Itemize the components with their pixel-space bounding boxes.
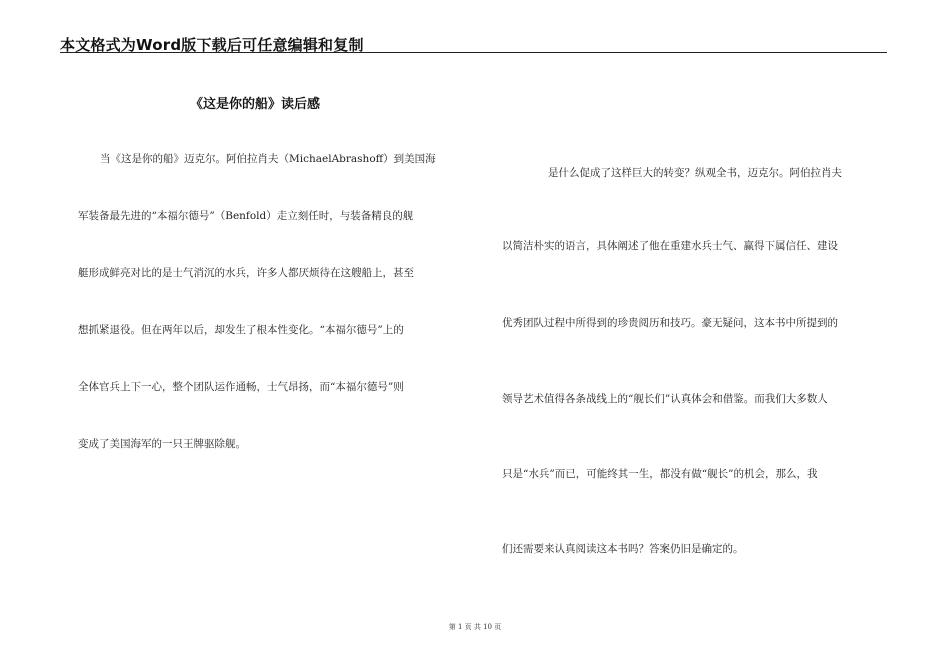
paragraph-line: 军装备最先进的“本福尔德号”（Benfold）走立刻任时，与装备精良的舰	[78, 210, 414, 222]
header-divider	[60, 52, 887, 53]
paragraph-line: 以简洁朴实的语言，具体阐述了他在重建水兵士气、赢得下属信任、建设	[502, 240, 838, 252]
page-header-banner: 本文格式为Word版下载后可任意编辑和复制	[60, 36, 364, 54]
paragraph-line: 艇形成鲜亮对比的是士气消沉的水兵，许多人都厌烦待在这艘船上，甚至	[78, 267, 414, 279]
paragraph-line: 当《这是你的船》迈克尔。阿伯拉肖夫（MichaelAbrashoff）到美国海	[100, 153, 436, 165]
paragraph-line: 想抓紧退役。但在两年以后，却发生了根本性变化。“本福尔德号”上的	[78, 324, 404, 336]
paragraph-line: 是什么促成了这样巨大的转变？纵观全书，迈克尔。阿伯拉肖夫	[548, 167, 842, 179]
paragraph-line: 领导艺术值得各条战线上的“舰长们”认真体会和借鉴。而我们大多数人	[502, 393, 828, 405]
document-title: 《这是你的船》读后感	[190, 97, 321, 112]
paragraph-line: 全体官兵上下一心，整个团队运作通畅，士气昂扬，而“本福尔德号”则	[78, 381, 404, 393]
paragraph-line: 们还需要来认真阅读这本书吗？答案仍旧是确定的。	[502, 543, 744, 555]
paragraph-line: 优秀团队过程中所得到的珍贵阅历和技巧。豪无疑问，这本书中所提到的	[502, 317, 838, 329]
paragraph-line: 只是“水兵”而已，可能终其一生，都没有做“舰长”的机会，那么，我	[502, 468, 818, 480]
page-number-footer: 第 1 页 共 10 页	[448, 623, 502, 631]
paragraph-line: 变成了美国海军的一只王牌驱除舰。	[78, 438, 246, 450]
